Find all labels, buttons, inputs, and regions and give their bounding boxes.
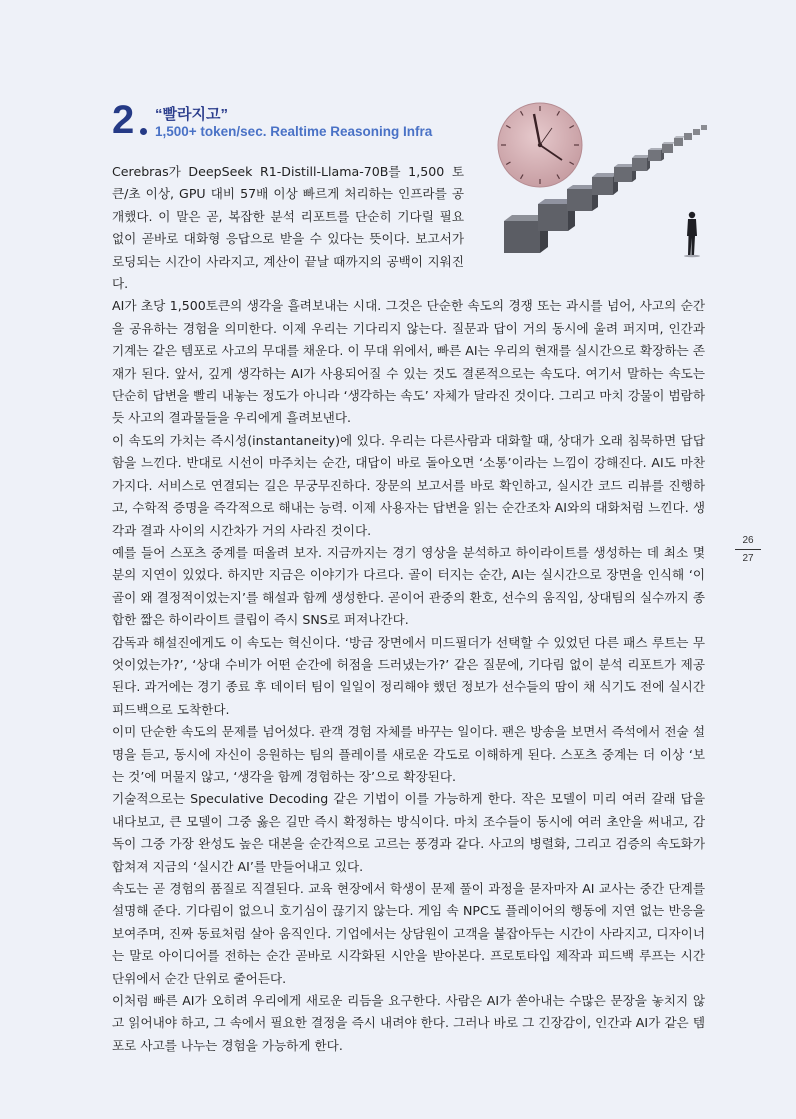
- paragraph: Cerebras가 DeepSeek R1-Distill-Llama-70B를 1,500 토큰/초 이상, GPU 대비 57배 이상 빠르게 처리하는 인프라를 공개했다. 이 말은 곧, 복잡한 분석 리포트를 단순히 기다릴 필요 없이 곧바로 대화형 응답으로 받을 수 있다는 뜻이다. 보고서가 로딩되는 시간이 사라지고, 계산이 끝날 때까지의 공백이 지워진다.: [112, 164, 464, 292]
- paragraph: AI가 초당 1,500토큰의 생각을 흘려보내는 시대. 그것은 단순한 속도의 경쟁 또는 과시를 넘어, 사고의 순간을 공유하는 경험을 의미한다. 이제 우리는 기다리지 않는다. 질문과 답이 거의 동시에 울려 퍼지며, 인간과 기계는 같은 템포로 사고의 무대를 채운다. 이 무대 위에서, 빠른 AI는 우리의 현재를 실시간으로 확장하는 존재가 된다. 앞서, 깊게 생각하는 AI가 사용되어질 수 있는 것도 결론적으로는 속도다. 여기서 말하는 속도는 단순히 답변을 빨리 내놓는 정도가 아니라 ‘생각하는 속도’ 자체가 달라진 것이다. 그리고 마치 강물이 범람하듯 사고의 결과물들을 우리에게 흘려보낸다.: [112, 298, 705, 426]
- section-header: [112, 98, 492, 144]
- stone-block-7: [648, 148, 664, 161]
- paragraph: 이미 단순한 속도의 문제를 넘어섰다. 관객 경험 자체를 바꾸는 일이다. 팬은 방송을 보면서 즉석에서 전술 설명을 듣고, 동시에 자신이 응원하는 팀의 플레이를 새로운 각도로 이해하게 된다. 스포츠 중계는 더 이상 ‘보는 것’에 머물지 않고, ‘생각을 함께 경험하는 장’으로 확장된다.: [112, 724, 705, 784]
- article-body: [112, 161, 705, 1057]
- section-title: “빨라지고”: [155, 106, 228, 123]
- paragraph: 감독과 해설진에게도 이 속도는 혁신이다. ‘방금 장면에서 미드필더가 선택할 수 있었던 다른 패스 루트는 무엇이었는가?’, ‘상대 수비가 어떤 순간에 허점을 드러냈는가?’ 같은 질문에, 기다림 없이 분석 리포트가 제공된다. 과거에는 경기 종료 후 데이터 팀이 일일이 정리해야 했던 정보가 선수들의 땀이 채 식기도 전에 실시간 피드백으로 도착한다.: [112, 634, 705, 717]
- page-number-left: 26: [742, 535, 754, 546]
- paragraph: 이처럼 빠른 AI가 오히려 우리에게 새로운 리듬을 요구한다. 사람은 AI가 쏟아내는 수많은 문장을 놓치지 않고 읽어내야 하고, 그 속에서 필요한 결정을 즉시 내려야 한다. 그러나 바로 그 긴장감이, 인간과 AI가 같은 템포로 사고를 나누는 경험을 가능하게 한다.: [112, 993, 705, 1053]
- paragraph: 기술적으로는 Speculative Decoding 같은 기법이 이를 가능하게 한다. 작은 모델이 미리 여러 갈래 답을 내다보고, 큰 모델이 그중 옳은 길만 즉시 확정하는 방식이다. 마치 조수들이 동시에 여러 초안을 써내고, 감독이 그중 가장 완성도 높은 대본을 순간적으로 고르는 풍경과 같다. 사고의 병렬화, 그리고 검증의 속도화가 합쳐져 지금의 ‘실시간 AI’를 만들어내고 있다.: [112, 791, 705, 874]
- page-numbers: [735, 535, 761, 565]
- paragraph: 속도는 곧 경험의 품질로 직결된다. 교육 현장에서 학생이 문제 풀이 과정을 묻자마자 AI 교사는 중간 단계를 설명해 준다. 기다림이 없으니 호기심이 끊기지 않는다. 게임 속 NPC도 플레이어의 행동에 지연 없는 반응을 보여주며, 진짜 동료처럼 살아 움직인다. 기업에서는 상담원이 고객을 붙잡아두는 시간이 사라지고, 디자이너는 말로 아이디어를 전하는 순간 곧바로 시각화된 시안을 받아본다. 프로토타입 제작과 피드백 루프는 시간 단위에서 순간 단위로 줄어든다.: [112, 881, 705, 986]
- stone-block-9: [674, 136, 685, 146]
- section-number-dot: [140, 128, 147, 135]
- section-number: 2: [112, 98, 135, 142]
- page-number-divider: [735, 549, 761, 550]
- paragraph: 이 속도의 가치는 즉시성(instantaneity)에 있다. 우리는 다른사람과 대화할 때, 상대가 오래 침묵하면 답답함을 느낀다. 반대로 시선이 마주치는 순간, 대답이 바로 돌아오면 ‘소통’이라는 느낌이 강해진다. AI도 마찬가지다. 서비스로 연결되는 길은 무궁무진하다. 장문의 보고서를 바로 확인하고, 실시간 코드 리뷰를 진행하고, 수학적 증명을 즉각적으로 해내는 능력. 이제 사용자는 답변을 읽는 순간조차 AI와의 대화처럼 느낀다. 생각과 결과 사이의 시간차가 거의 사라진 것이다.: [112, 432, 705, 538]
- page-number-right: 27: [742, 553, 754, 564]
- stone-block-12: [701, 125, 707, 130]
- stone-block-11: [693, 129, 700, 135]
- stone-block-8: [662, 142, 675, 153]
- section-subtitle: 1,500+ token/sec. Realtime Reasoning Infra: [155, 124, 433, 139]
- stone-block-10: [684, 133, 692, 140]
- paragraph: 예를 들어 스포츠 중계를 떠올려 보자. 지금까지는 경기 영상을 분석하고 하이라이트를 생성하는 데 최소 몇 분의 지연이 있었다. 하지만 지금은 이야기가 다르다. 골이 터지는 순간, AI는 실시간으로 장면을 인식해 ‘이 골이 왜 결정적이었는지’를 해설과 함께 생성한다. 곧이어 관중의 환호, 선수의 움직임, 상대팀의 실수까지 종합한 짧은 하이라이트 클립이 즉시 SNS로 퍼져나간다.: [112, 544, 705, 628]
